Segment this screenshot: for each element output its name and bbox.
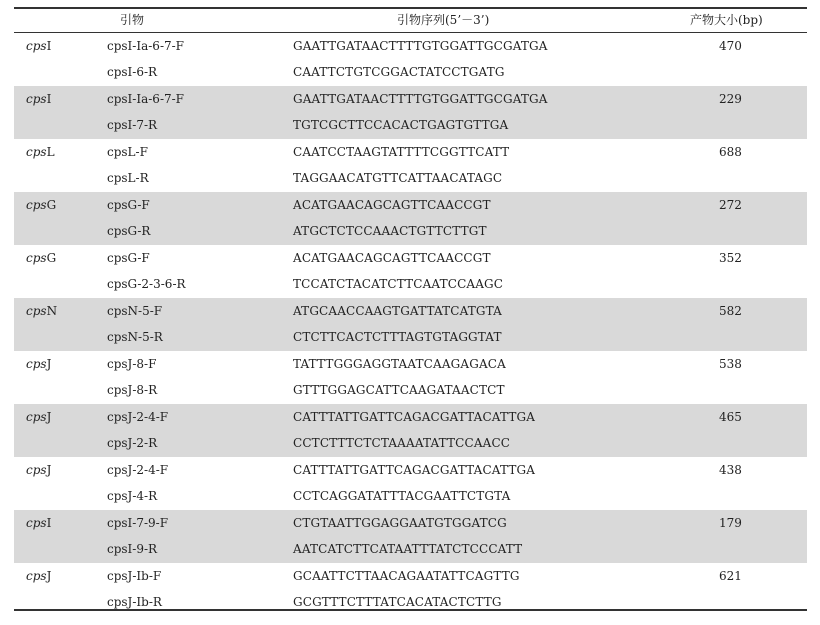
forward-primer-name: cpsJ-8-F (107, 357, 157, 371)
gene-name (26, 251, 56, 265)
gene-name-italic: cps (26, 569, 47, 583)
reverse-primer-name: cpsG-2-3-6-R (107, 277, 186, 291)
table-row-group (14, 245, 807, 298)
table-bottom-rule (14, 609, 807, 611)
reverse-primer-sequence: TAGGAACATGTTCATTAACATAGC (293, 171, 503, 185)
header-product-size: 产物大小(bp) (690, 13, 763, 27)
gene-name-suffix: J (46, 410, 52, 424)
reverse-primer-name: cpsJ-4-R (107, 489, 158, 503)
reverse-primer-name: cpsN-5-R (107, 330, 163, 344)
gene-name-suffix: I (46, 516, 52, 530)
gene-name-suffix: I (46, 39, 52, 53)
reverse-primer-name: cpsI-9-R (107, 542, 158, 556)
table-row-group (14, 457, 807, 510)
reverse-primer-sequence: GTTTGGAGCATTCAAGATAACTCT (293, 383, 505, 397)
forward-primer-name: cpsJ-Ib-F (107, 569, 162, 583)
gene-name-italic: cps (26, 198, 47, 212)
reverse-primer-name: cpsI-6-R (107, 65, 158, 79)
forward-primer-name: cpsN-5-F (107, 304, 163, 318)
forward-primer-sequence: CATTTATTGATTCAGACGATTACATTGA (293, 463, 536, 477)
table-row-group (14, 139, 807, 192)
forward-primer-sequence: GCAATTCTTAACAGAATATTCAGTTG (293, 569, 520, 583)
gene-name-suffix: J (46, 569, 52, 583)
product-size: 688 (719, 145, 742, 159)
gene-name (26, 569, 51, 583)
gene-name-italic: cps (26, 357, 47, 371)
forward-primer-name: cpsG-F (107, 198, 150, 212)
product-size: 538 (719, 357, 742, 371)
gene-name-suffix: N (46, 304, 58, 318)
forward-primer-name: cpsJ-2-4-F (107, 463, 169, 477)
table-row-group (14, 510, 807, 563)
reverse-primer-sequence: TGTCGCTTCCACACTGAGTGTTGA (293, 118, 509, 132)
gene-name-italic: cps (26, 145, 47, 159)
forward-primer-name: cpsI-Ia-6-7-F (107, 92, 185, 106)
reverse-primer-name: cpsJ-2-R (107, 436, 158, 450)
gene-name-suffix: J (46, 357, 52, 371)
reverse-primer-sequence: CCTCTTTCTCTAAAATATTCCAACC (293, 436, 511, 450)
product-size: 470 (719, 39, 742, 53)
reverse-primer-name: cpsJ-Ib-R (107, 595, 162, 609)
forward-primer-sequence: GAATTGATAACTTTTGTGGATTGCGATGA (293, 92, 548, 106)
table-row-group (14, 33, 807, 86)
reverse-primer-sequence: AATCATCTTCATAATTTATCTCCCATT (293, 542, 523, 556)
table-row-group (14, 404, 807, 457)
gene-name-suffix: I (46, 92, 52, 106)
product-size: 352 (719, 251, 742, 265)
product-size: 179 (719, 516, 742, 530)
forward-primer-sequence: ACATGAACAGCAGTTCAACCGT (293, 198, 491, 212)
reverse-primer-sequence: GCGTTTCTTTATCACATACTCTTG (293, 595, 502, 609)
forward-primer-sequence: ACATGAACAGCAGTTCAACCGT (293, 251, 491, 265)
gene-name (26, 198, 56, 212)
forward-primer-sequence: ATGCAACCAAGTGATTATCATGTA (293, 304, 502, 318)
reverse-primer-sequence: CAATTCTGTCGGACTATCCTGATG (293, 65, 505, 79)
header-primer: 引物 (120, 13, 145, 27)
gene-name-italic: cps (26, 92, 47, 106)
gene-name-italic: cps (26, 516, 47, 530)
gene-name-suffix: L (46, 145, 55, 159)
gene-name (26, 516, 51, 530)
forward-primer-sequence: CTGTAATTGGAGGAATGTGGATCG (293, 516, 507, 530)
gene-name (26, 463, 51, 477)
gene-name (26, 39, 51, 53)
forward-primer-sequence: TATTTGGGAGGTAATCAAGAGACA (293, 357, 506, 371)
reverse-primer-name: cpsJ-8-R (107, 383, 158, 397)
product-size: 272 (719, 198, 742, 212)
gene-name (26, 92, 51, 106)
gene-name-italic: cps (26, 410, 47, 424)
table-row-group (14, 298, 807, 351)
product-size: 229 (719, 92, 742, 106)
forward-primer-name: cpsL-F (107, 145, 148, 159)
gene-name-suffix: G (46, 251, 57, 265)
table-row-group (14, 192, 807, 245)
reverse-primer-name: cpsI-7-R (107, 118, 158, 132)
gene-name-italic: cps (26, 39, 47, 53)
gene-name-italic: cps (26, 251, 47, 265)
reverse-primer-sequence: TCCATCTACATCTTCAATCCAAGC (293, 277, 504, 291)
product-size: 621 (719, 569, 742, 583)
reverse-primer-sequence: CCTCAGGATATTTACGAATTCTGTA (293, 489, 511, 503)
forward-primer-name: cpsI-7-9-F (107, 516, 169, 530)
reverse-primer-sequence: CTCTTCACTCTTTAGTGTAGGTAT (293, 330, 502, 344)
forward-primer-sequence: GAATTGATAACTTTTGTGGATTGCGATGA (293, 39, 548, 53)
forward-primer-name: cpsI-Ia-6-7-F (107, 39, 185, 53)
gene-name-italic: cps (26, 463, 47, 477)
gene-name (26, 410, 51, 424)
reverse-primer-name: cpsL-R (107, 171, 149, 185)
reverse-primer-name: cpsG-R (107, 224, 151, 238)
forward-primer-name: cpsJ-2-4-F (107, 410, 169, 424)
gene-name (26, 145, 55, 159)
forward-primer-sequence: CAATCCTAAGTATTTTCGGTTCATT (293, 145, 510, 159)
gene-name-suffix: J (46, 463, 52, 477)
product-size: 465 (719, 410, 742, 424)
forward-primer-name: cpsG-F (107, 251, 150, 265)
table-row-group (14, 86, 807, 139)
forward-primer-sequence: CATTTATTGATTCAGACGATTACATTGA (293, 410, 536, 424)
header-sequence: 引物序列(5’－3’) (397, 13, 490, 27)
reverse-primer-sequence: ATGCTCTCCAAACTGTTCTTGT (293, 224, 487, 238)
gene-name (26, 357, 51, 371)
product-size: 582 (719, 304, 742, 318)
gene-name (26, 304, 57, 318)
table-row-group (14, 351, 807, 404)
gene-name-italic: cps (26, 304, 47, 318)
gene-name-suffix: G (46, 198, 57, 212)
table-top-rule (14, 7, 807, 9)
product-size: 438 (719, 463, 742, 477)
